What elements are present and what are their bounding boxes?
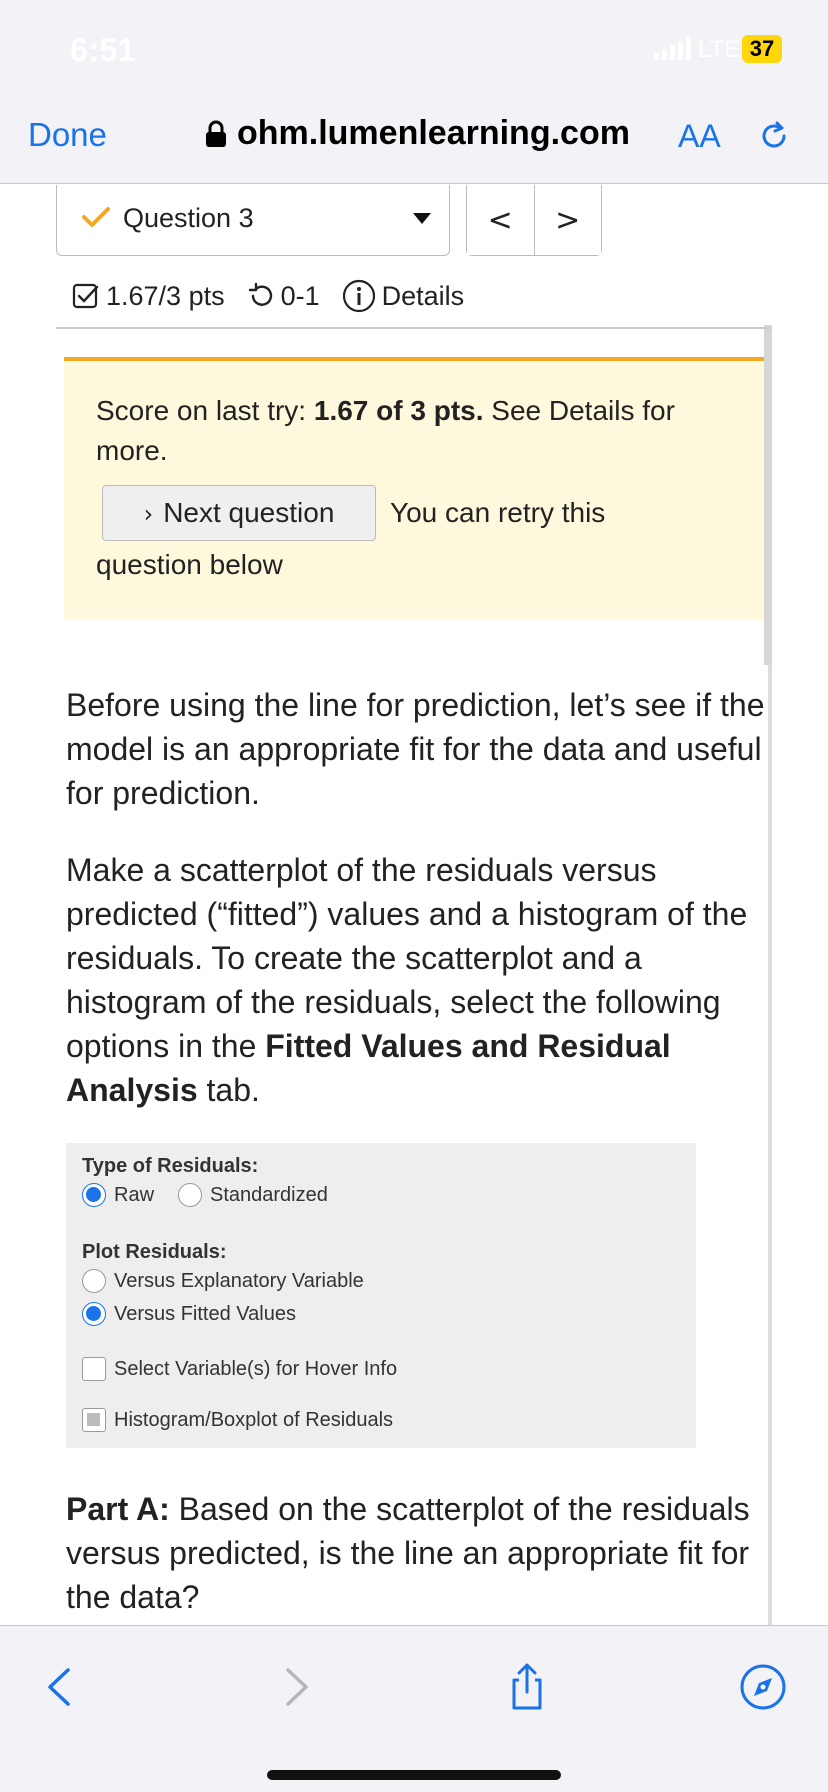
radio-unselected-icon bbox=[82, 1269, 106, 1293]
divider bbox=[56, 327, 772, 329]
radio-raw bbox=[82, 1183, 154, 1207]
home-indicator bbox=[267, 1770, 561, 1780]
radio-fitted-label: Versus Fitted Values bbox=[114, 1302, 296, 1325]
browser-toolbar bbox=[0, 1625, 828, 1792]
chevron-right-icon: › bbox=[143, 500, 154, 528]
tab-name: Fitted Values and Residual Analysis bbox=[66, 1028, 671, 1108]
address-bar[interactable] bbox=[205, 114, 630, 153]
points-text: 1.67/3 pts bbox=[106, 280, 225, 311]
question-pager bbox=[466, 185, 602, 256]
hover-info-label: Select Variable(s) for Hover Info bbox=[114, 1357, 398, 1380]
retry-text-line1: You can retry this bbox=[390, 497, 606, 528]
checkbox-hover-info bbox=[82, 1357, 397, 1381]
info-icon bbox=[342, 279, 376, 313]
network-type: LTE bbox=[698, 36, 741, 63]
back-icon[interactable] bbox=[36, 1662, 86, 1712]
retry-text-line2: question below bbox=[96, 549, 283, 580]
radio-standardized bbox=[178, 1183, 328, 1207]
score-suffix: See Details for more. bbox=[96, 395, 675, 466]
intro-paragraph: Before using the line for prediction, let’s see if the model is an appropriate fit for the data and useful for prediction. bbox=[66, 687, 765, 811]
next-question-arrow-button[interactable]: > bbox=[534, 185, 602, 255]
page-content[interactable] bbox=[0, 185, 828, 1625]
checkbox-indeterminate-icon bbox=[82, 1408, 106, 1432]
next-question-button[interactable] bbox=[102, 485, 376, 541]
details-label: Details bbox=[381, 280, 465, 311]
options-image bbox=[66, 1143, 696, 1448]
compass-icon[interactable] bbox=[738, 1662, 788, 1712]
plot-residuals-label: Plot Residuals: bbox=[82, 1241, 227, 1263]
residual-type-label: Type of Residuals: bbox=[82, 1155, 259, 1177]
text-size-button[interactable]: AA bbox=[678, 118, 721, 154]
status-bar bbox=[0, 0, 828, 100]
radio-explanatory bbox=[82, 1269, 364, 1293]
radio-explanatory-label: Versus Explanatory Variable bbox=[114, 1269, 364, 1292]
forward-icon[interactable] bbox=[270, 1662, 320, 1712]
radio-fitted bbox=[82, 1302, 296, 1326]
instructions-end: tab. bbox=[197, 1072, 260, 1108]
scrollbar-thumb[interactable] bbox=[764, 325, 772, 665]
question-label: Question 3 bbox=[123, 203, 254, 233]
attempts-info bbox=[247, 281, 320, 312]
radio-selected-icon bbox=[82, 1183, 106, 1207]
question-select[interactable] bbox=[56, 185, 450, 256]
part-a-question bbox=[66, 1487, 766, 1619]
attempts-text: 0-1 bbox=[280, 280, 320, 311]
battery-icon: 37 bbox=[742, 35, 782, 63]
question-meta bbox=[72, 279, 486, 313]
part-a-label: Part A: bbox=[66, 1491, 170, 1527]
score-value: 1.67 of 3 pts. bbox=[313, 395, 484, 426]
url-text: ohm.lumenlearning.com bbox=[237, 114, 630, 152]
details-link[interactable] bbox=[342, 279, 465, 313]
clock: 6:51 bbox=[70, 32, 137, 68]
radio-selected-icon bbox=[82, 1302, 106, 1326]
checkbox-check-icon bbox=[72, 282, 100, 310]
browser-navbar bbox=[0, 100, 828, 184]
lock-icon bbox=[205, 120, 227, 148]
score-notice bbox=[64, 357, 764, 619]
chevron-down-icon bbox=[413, 213, 431, 224]
instructions-start: Make a scatterplot of the residuals versus predicted (“fitted”) values and a histogram of the residuals. To create the scatterplot and a histogram of the residuals, select the following options in the bbox=[66, 852, 748, 1064]
checkbox-histogram bbox=[82, 1408, 393, 1432]
radio-standardized-label: Standardized bbox=[210, 1183, 328, 1206]
radio-raw-label: Raw bbox=[114, 1183, 155, 1206]
next-question-label: Next question bbox=[163, 497, 335, 528]
score-prefix: Score on last try: bbox=[96, 395, 314, 426]
checkbox-icon bbox=[82, 1357, 106, 1381]
previous-question-button[interactable]: < bbox=[467, 185, 534, 255]
part-a-text: Based on the scatterplot of the residuals versus predicted, is the line an appropriate fit for the data? bbox=[66, 1491, 750, 1615]
done-button[interactable]: Done bbox=[28, 116, 107, 153]
check-icon bbox=[81, 205, 111, 229]
signal-icon bbox=[654, 36, 691, 60]
reload-icon[interactable] bbox=[756, 118, 792, 154]
instructions-paragraph bbox=[66, 848, 766, 1112]
points-info bbox=[72, 281, 225, 312]
radio-unselected-icon bbox=[178, 1183, 202, 1207]
score-text bbox=[96, 391, 736, 471]
histogram-label: Histogram/Boxplot of Residuals bbox=[114, 1408, 394, 1431]
retry-icon bbox=[247, 282, 275, 310]
share-icon[interactable] bbox=[502, 1662, 552, 1712]
